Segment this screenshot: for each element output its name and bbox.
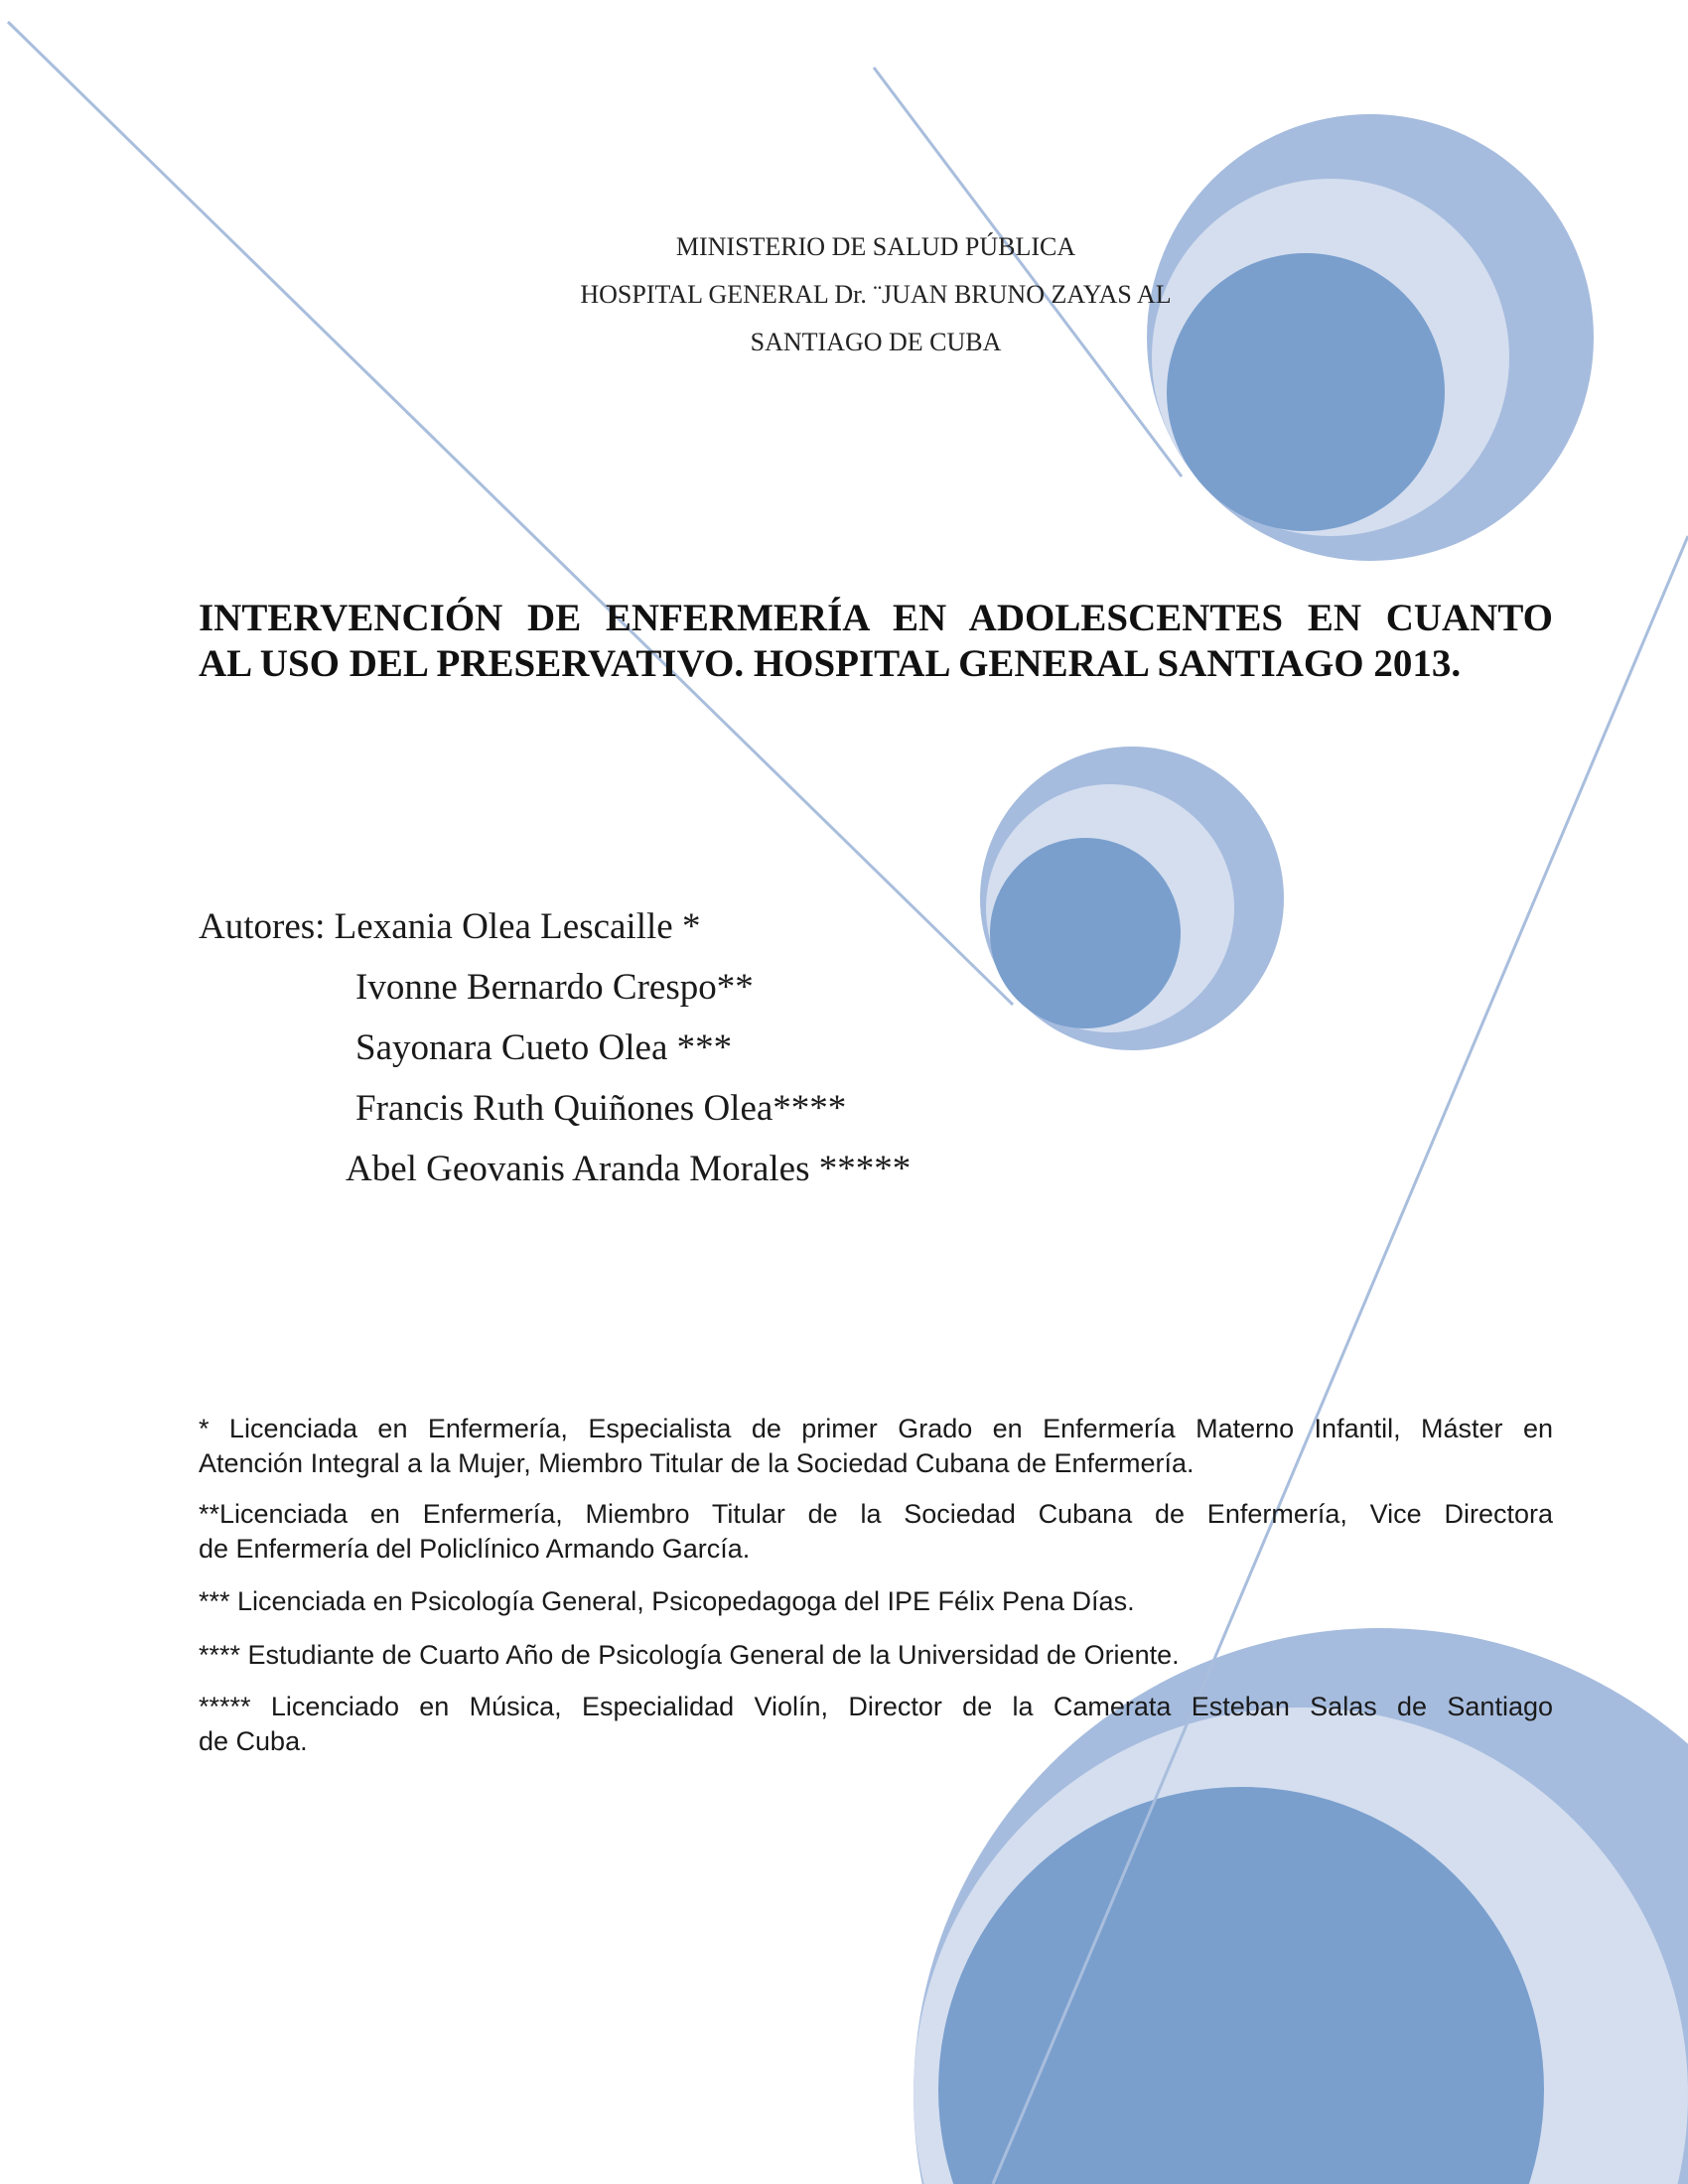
- footnote-3: *** Licenciada en Psicología General, Psicopedagoga del IPE Félix Pena Días.: [199, 1586, 1135, 1616]
- footnote-2: **Licenciada en Enfermería, Miembro Titular de la Sociedad Cubana de Enfermería, Vice Directora de Enfermería del Policlínico Armando García.: [199, 1499, 1553, 1564]
- footnote-4: **** Estudiante de Cuarto Año de Psicología General de la Universidad de Oriente.: [199, 1640, 1180, 1670]
- author-2: Ivonne Bernardo Crespo**: [355, 967, 754, 1008]
- document-title-line-1: INTERVENCIÓN DE ENFERMERÍA EN ADOLESCENTES EN CUANTO: [199, 597, 1553, 639]
- author-5: Abel Geovanis Aranda Morales *****: [346, 1149, 912, 1189]
- header-hospital: HOSPITAL GENERAL Dr. ¨JUAN BRUNO ZAYAS AL: [580, 280, 1172, 309]
- header-city: SANTIAGO DE CUBA: [750, 328, 1002, 356]
- document-title-line-2: AL USO DEL PRESERVATIVO. HOSPITAL GENERAL SANTIAGO 2013.: [199, 642, 1462, 685]
- document-title: [199, 596, 1553, 687]
- header-ministry: MINISTERIO DE SALUD PÚBLICA: [675, 232, 1076, 261]
- author-4: Francis Ruth Quiñones Olea****: [355, 1088, 847, 1129]
- footnote-1: * Licenciada en Enfermería, Especialista de primer Grado en Enfermería Materno Infantil, Máster en Atención Integral a la Mujer, Miembro Titular de la Sociedad Cubana de Enfermería.: [199, 1414, 1553, 1478]
- author-1: Autores: Lexania Olea Lescaille *: [199, 906, 701, 947]
- author-3: Sayonara Cueto Olea ***: [355, 1027, 733, 1068]
- footnote-5: ***** Licenciado en Música, Especialidad Violín, Director de la Camerata Esteban Salas de Santiago de Cuba.: [199, 1692, 1553, 1756]
